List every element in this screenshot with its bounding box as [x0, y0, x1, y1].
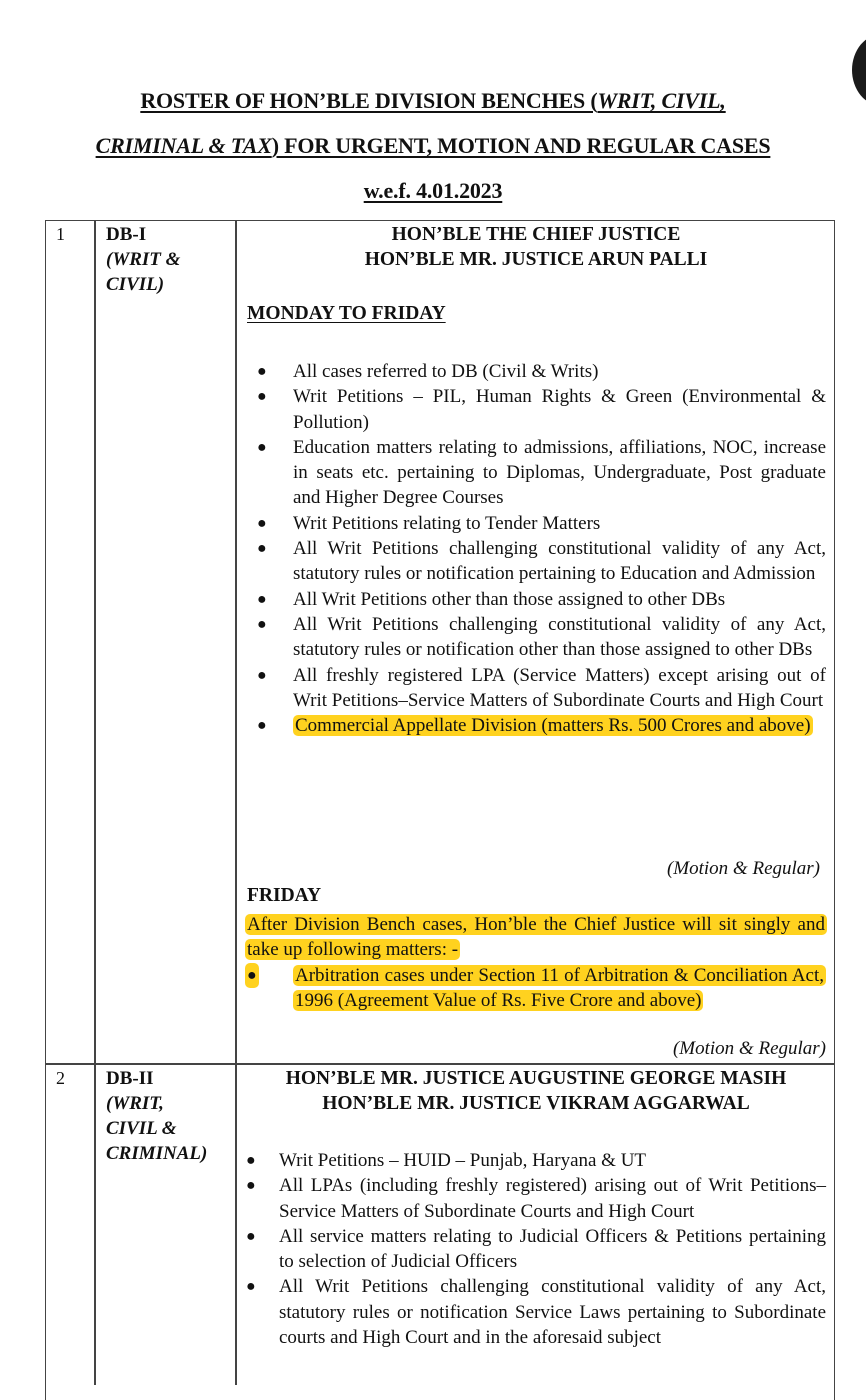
bench-name: DB-I: [106, 224, 147, 245]
list-item: ● All freshly registered LPA (Service Matters) except arising out of Writ Petitions–Service Matters of Subordinate Courts and High Court: [257, 664, 826, 711]
highlight: After Division Bench cases, Hon’ble the Chief Justice will sit singly and take up following matters: -: [247, 914, 825, 961]
bench-type: CIVIL): [106, 274, 165, 295]
list-item: ● All LPAs (including freshly registered) arising out of Writ Petitions–Service Matters of Subordinate Courts and High Court: [246, 1175, 826, 1222]
bench-cell: [106, 222, 180, 297]
bench-type: (WRIT &: [106, 249, 181, 270]
highlight: Arbitration cases under Section 11 of Arbitration & Conciliation Act, 1996 (Agreement Value of Rs. Five Crore and above): [295, 965, 824, 1012]
bullet-icon: ●: [257, 615, 267, 633]
judge-name: HON’BLE MR. JUSTICE ARUN PALLI: [364, 249, 708, 270]
judges: [240, 1066, 832, 1116]
list-item: ● All Writ Petitions other than those assigned to other DBs: [293, 587, 826, 612]
list-item: ● Writ Petitions relating to Tender Matters: [293, 511, 826, 536]
effective-date: w.e.f. 4.01.2023: [363, 178, 503, 203]
case-list: [257, 359, 826, 738]
bench-name: DB-II: [106, 1068, 154, 1089]
document-title-line-2: [0, 133, 866, 159]
bullet-icon: ●: [257, 388, 267, 406]
bullet-icon: ●: [257, 363, 267, 380]
list-item: ● All cases referred to DB (Civil & Writs): [293, 359, 826, 384]
list-item-highlighted: [247, 963, 826, 1014]
list-item: ● Writ Petitions – PIL, Human Rights & Green (Environmental & Pollution): [257, 386, 826, 433]
bullet-icon: ●: [257, 717, 267, 735]
list-item: ● All Writ Petitions challenging constitutional validity of any Act, statutory rules or notification other than those assigned to other DBs: [257, 613, 826, 661]
table-divider: [235, 220, 237, 1385]
bullet-icon: ●: [246, 1278, 256, 1296]
title-italic-text: CRIMINAL & TAX: [95, 133, 272, 158]
motion-regular-note: (Motion & Regular): [666, 858, 820, 879]
serial-number: 2: [56, 1068, 65, 1088]
bullet-icon: ●: [246, 1177, 256, 1195]
title-italic-text: WRIT, CIVIL,: [597, 88, 726, 113]
title-text: ) FOR URGENT, MOTION AND REGULAR CASES: [271, 133, 771, 158]
friday-note: [245, 912, 827, 963]
list-item: ● Writ Petitions – HUID – Punjab, Haryana & UT: [279, 1148, 826, 1173]
friday-case-list: [247, 963, 826, 1014]
bullet-icon: ●: [257, 438, 267, 456]
motion-regular-note: (Motion & Regular): [672, 1038, 826, 1059]
document-title-line-1: [0, 88, 866, 114]
judge-name: HON’BLE MR. JUSTICE AUGUSTINE GEORGE MASIH: [285, 1068, 787, 1089]
serial-number: 1: [56, 224, 65, 244]
judge-name: HON’BLE MR. JUSTICE VIKRAM AGGARWAL: [322, 1093, 750, 1114]
judges: [240, 222, 832, 272]
bench-type: (WRIT,: [106, 1093, 164, 1114]
bullet-icon: ●: [245, 963, 259, 988]
schedule-heading: MONDAY TO FRIDAY: [247, 303, 446, 324]
table-divider: [94, 220, 96, 1385]
bullet-icon: ●: [257, 540, 267, 558]
bullet-icon: ●: [246, 1152, 256, 1169]
judge-name: HON’BLE THE CHIEF JUSTICE: [391, 224, 681, 245]
bullet-icon: ●: [257, 666, 267, 684]
title-text: ROSTER OF HON’BLE DIVISION BENCHES (: [140, 88, 598, 113]
list-item-highlighted: [257, 713, 826, 738]
friday-heading: FRIDAY: [247, 885, 322, 906]
case-list: [246, 1148, 826, 1350]
list-item: ● All Writ Petitions challenging constitutional validity of any Act, statutory rules or notification Service Laws pertaining to Subordinate courts and High Court and in the aforesaid subject: [246, 1276, 826, 1349]
list-item: ● Education matters relating to admissions, affiliations, NOC, increase in seats etc. pertaining to Diplomas, Undergraduate, Post graduate and Higher Degree Courses: [257, 436, 826, 509]
row-divider: [45, 1063, 835, 1065]
bench-type: CRIMINAL): [106, 1143, 208, 1164]
bullet-icon: ●: [257, 514, 267, 532]
list-item: ● All Writ Petitions challenging constitutional validity of any Act, statutory rules or notification pertaining to Education and Admission: [257, 538, 826, 585]
bullet-icon: ●: [246, 1227, 256, 1245]
list-item: ● All service matters relating to Judicial Officers & Petitions pertaining to selection of Judicial Officers: [246, 1225, 826, 1273]
bullet-icon: ●: [257, 590, 267, 608]
highlight: Commercial Appellate Division (matters Rs. 500 Crores and above): [295, 715, 811, 737]
bench-cell: [106, 1066, 207, 1166]
bench-type: CIVIL &: [106, 1118, 177, 1139]
